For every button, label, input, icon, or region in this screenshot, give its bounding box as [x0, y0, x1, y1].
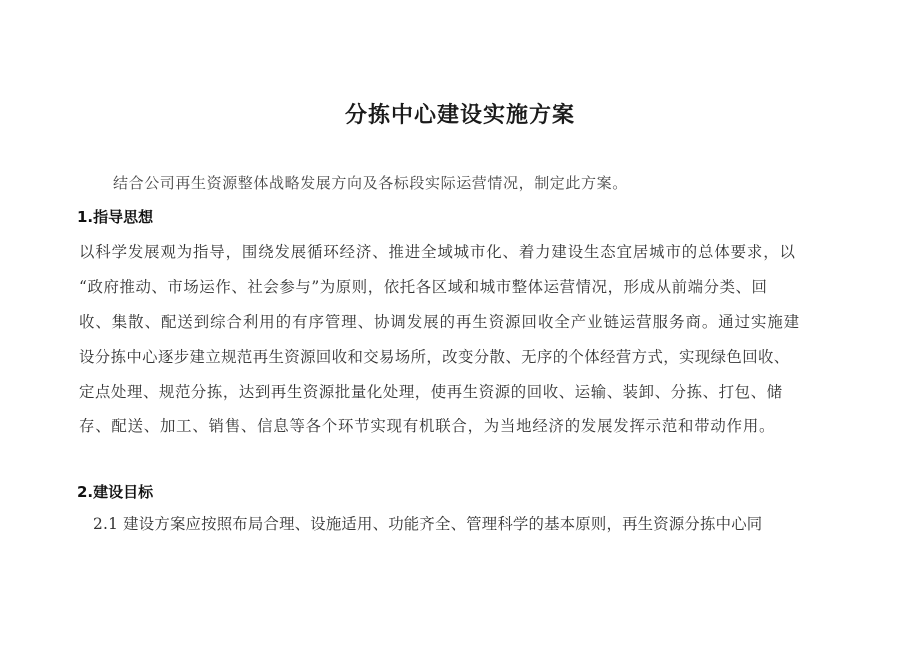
paragraph-line: 设分拣中心逐步建立规范再生资源回收和交易场所，改变分散、无序的个体经营方式，实现绿色回收、: [79, 348, 790, 366]
paragraph-line: 以科学发展观为指导，围绕发展循环经济、推进全域城市化、着力建设生态宜居城市的总体要求，以: [79, 243, 796, 261]
section-heading-guiding-ideology: 1.指导思想: [77, 208, 154, 226]
subitem-2-1: 2.1 建设方案应按照布局合理、设施适用、功能齐全、管理科学的基本原则，再生资源分拣中心同: [93, 515, 763, 533]
paragraph-line: 定点处理、规范分拣，达到再生资源批量化处理，使再生资源的回收、运输、装卸、分拣、打包、储: [79, 383, 783, 401]
document-title: 分拣中心建设实施方案: [344, 103, 575, 128]
section-heading-construction-goals: 2.建设目标: [77, 483, 154, 501]
paragraph-line: “政府推动、市场运作、社会参与”为原则，依托各区域和城市整体运营情况，形成从前端分类、回: [79, 278, 768, 296]
paragraph-line: 存、配送、加工、销售、信息等各个环节实现有机联合，为当地经济的发展发挥示范和带动作用。: [79, 417, 776, 435]
paragraph-line: 收、集散、配送到综合利用的有序管理、协调发展的再生资源回收全产业链运营服务商。通过实施建: [79, 313, 801, 331]
intro-paragraph: 结合公司再生资源整体战略发展方向及各标段实际运营情况，制定此方案。: [113, 174, 628, 192]
